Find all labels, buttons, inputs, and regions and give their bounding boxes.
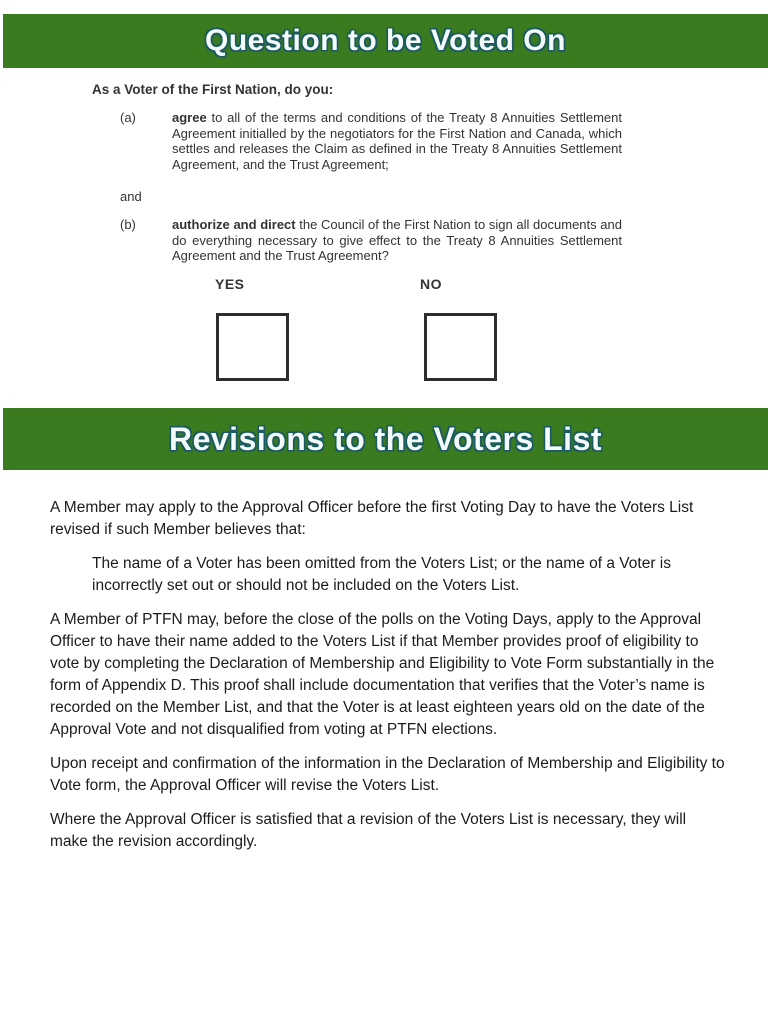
- yes-checkbox[interactable]: [216, 313, 289, 381]
- banner-question-title: Question to be Voted On: [205, 24, 566, 57]
- revisions-paragraph-3: A Member of PTFN may, before the close of the polls on the Voting Days, apply to the Approval Officer to have their name added to the Voters List if that Member provides proof of eligibility to vote by completing the Declaration of Membership and Eligibility to Vote Form substantially in the form of Appendix D. This proof shall include documentation that verifies that the Voter’s name is recorded on the Member List, and that the Voter is at least eighteen years old on the date of the Approval Vote and not disqualified from voting at PTFN elections.: [50, 611, 715, 738]
- banner-revisions: [3, 408, 768, 470]
- ballot-item-a: [120, 110, 622, 172]
- ballot-intro: As a Voter of the First Nation, do you:: [92, 82, 334, 97]
- ballot-item-a-rest: to all of the terms and conditions of the Treaty 8 Annuities Settlement Agreement initialled by the negotiators for the First Nation and Canada, which settles and releases the Claim as defined in the Treaty 8 Annuities Settlement Agreement, and the Trust Agreement;: [172, 110, 622, 172]
- revisions-section: [50, 497, 728, 865]
- ballot-connector-and: and: [120, 189, 142, 204]
- banner-question: [3, 14, 768, 68]
- no-label: NO: [420, 276, 442, 292]
- ballot-item-a-label: (a): [120, 110, 136, 125]
- yes-label: YES: [215, 276, 245, 292]
- ballot-item-b-lead: authorize and direct: [172, 217, 296, 232]
- ballot-item-a-text: [172, 110, 622, 172]
- banner-revisions-title: Revisions to the Voters List: [168, 420, 603, 457]
- ballot-item-a-lead: agree: [172, 110, 207, 125]
- ballot-item-b-text: [172, 217, 622, 264]
- revisions-paragraph-4: Upon receipt and confirmation of the information in the Declaration of Membership and Eligibility to Vote form, the Approval Officer will revise the Voters List.: [50, 755, 725, 794]
- ballot-item-b: [120, 217, 622, 264]
- no-checkbox[interactable]: [424, 313, 497, 381]
- revisions-paragraph-5: Where the Approval Officer is satisfied that a revision of the Voters List is necessary, they will make the revision accordingly.: [50, 811, 687, 850]
- revisions-paragraph-1: A Member may apply to the Approval Officer before the first Voting Day to have the Voters List revised if such Member believes that:: [50, 499, 694, 538]
- ballot-item-b-rest: the Council of the First Nation to sign all documents and do everything necessary to give effect to the Treaty 8 Annuities Settlement Agreement and the Trust Agreement?: [172, 217, 622, 263]
- revisions-paragraph-2: The name of a Voter has been omitted from the Voters List; or the name of a Voter is incorrectly set out or should not be included on the Voters List.: [92, 555, 671, 594]
- ballot-item-b-label: (b): [120, 217, 136, 232]
